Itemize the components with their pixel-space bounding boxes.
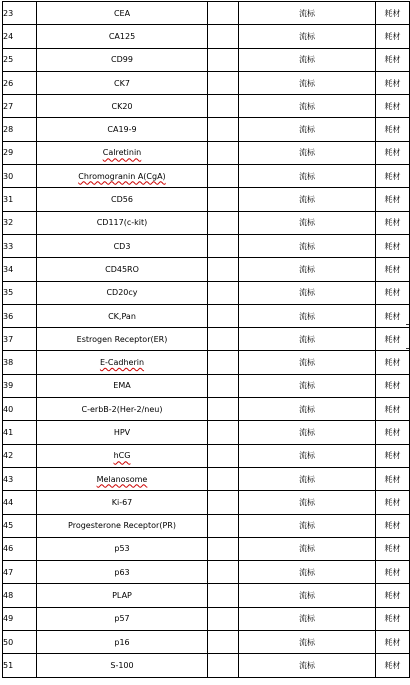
item-type-cell: 耗材 xyxy=(376,118,410,141)
row-number-cell: 27 xyxy=(3,95,37,118)
table-row xyxy=(3,467,410,490)
item-type-cell: 耗材 xyxy=(376,328,410,351)
empty-cell xyxy=(208,351,239,374)
empty-cell xyxy=(208,95,239,118)
row-number-cell: 49 xyxy=(3,607,37,630)
item-type-cell: 耗材 xyxy=(376,48,410,71)
item-name-cell: CK20 xyxy=(37,95,208,118)
row-number-cell: 48 xyxy=(3,584,37,607)
table-row xyxy=(3,631,410,654)
table-row xyxy=(3,188,410,211)
item-type-cell: 耗材 xyxy=(376,584,410,607)
procurement-method-cell: 流标 xyxy=(239,211,376,234)
item-name-cell: CD20cy xyxy=(37,281,208,304)
table-row xyxy=(3,48,410,71)
row-number-cell: 42 xyxy=(3,444,37,467)
item-type-cell: 耗材 xyxy=(376,398,410,421)
row-number-cell: 47 xyxy=(3,561,37,584)
table-row xyxy=(3,374,410,397)
table-row xyxy=(3,421,410,444)
row-number-cell: 44 xyxy=(3,491,37,514)
item-type-cell: 耗材 xyxy=(376,444,410,467)
item-type-cell: 耗材 xyxy=(376,351,410,374)
row-number-cell: 26 xyxy=(3,71,37,94)
empty-cell xyxy=(208,398,239,421)
table-row xyxy=(3,118,410,141)
item-name-cell: HPV xyxy=(37,421,208,444)
item-type-cell: 耗材 xyxy=(376,281,410,304)
item-type-cell: 耗材 xyxy=(376,95,410,118)
item-name-cell xyxy=(37,141,208,164)
item-name-cell xyxy=(37,165,208,188)
item-name-cell: p53 xyxy=(37,537,208,560)
empty-cell xyxy=(208,165,239,188)
procurement-method-cell: 流标 xyxy=(239,328,376,351)
items-table xyxy=(2,1,410,678)
item-type-cell: 耗材 xyxy=(376,71,410,94)
empty-cell xyxy=(208,48,239,71)
empty-cell xyxy=(208,584,239,607)
empty-cell xyxy=(208,444,239,467)
item-name-cell: CA125 xyxy=(37,25,208,48)
table-row xyxy=(3,95,410,118)
item-type-cell: 耗材 xyxy=(376,654,410,677)
row-number-cell: 33 xyxy=(3,234,37,257)
item-name-cell xyxy=(37,444,208,467)
procurement-method-cell: 流标 xyxy=(239,561,376,584)
empty-cell xyxy=(208,258,239,281)
procurement-method-cell: 流标 xyxy=(239,118,376,141)
item-type-cell: 耗材 xyxy=(376,141,410,164)
empty-cell xyxy=(208,374,239,397)
empty-cell xyxy=(208,211,239,234)
item-type-cell: 耗材 xyxy=(376,607,410,630)
table-row xyxy=(3,444,410,467)
procurement-method-cell: 流标 xyxy=(239,258,376,281)
empty-cell xyxy=(208,141,239,164)
item-name-cell: CEA xyxy=(37,2,208,25)
procurement-method-cell: 流标 xyxy=(239,2,376,25)
empty-cell xyxy=(208,304,239,327)
table-row xyxy=(3,304,410,327)
item-name-cell: CD99 xyxy=(37,48,208,71)
row-number-cell: 40 xyxy=(3,398,37,421)
item-name-cell: CD3 xyxy=(37,234,208,257)
empty-cell xyxy=(208,467,239,490)
row-number-cell: 25 xyxy=(3,48,37,71)
table-row xyxy=(3,281,410,304)
row-number-cell: 45 xyxy=(3,514,37,537)
procurement-method-cell: 流标 xyxy=(239,374,376,397)
procurement-method-cell: 流标 xyxy=(239,188,376,211)
table-row xyxy=(3,2,410,25)
items-table-body xyxy=(3,2,410,678)
item-name-cell: CD45RO xyxy=(37,258,208,281)
item-type-cell: 耗材 xyxy=(376,421,410,444)
item-type-cell: 耗材 xyxy=(376,561,410,584)
item-type-cell: 耗材 xyxy=(376,234,410,257)
item-name-cell: S-100 xyxy=(37,654,208,677)
table-row xyxy=(3,654,410,677)
procurement-method-cell: 流标 xyxy=(239,351,376,374)
procurement-method-cell: 流标 xyxy=(239,71,376,94)
empty-cell xyxy=(208,421,239,444)
item-name-cell: p57 xyxy=(37,607,208,630)
empty-cell xyxy=(208,281,239,304)
row-number-cell: 28 xyxy=(3,118,37,141)
item-type-cell: 耗材 xyxy=(376,514,410,537)
procurement-method-cell: 流标 xyxy=(239,444,376,467)
item-name-cell: CD56 xyxy=(37,188,208,211)
table-row xyxy=(3,491,410,514)
table-row xyxy=(3,211,410,234)
spellcheck-underlined-text: Calretinin xyxy=(102,148,142,158)
row-number-cell: 38 xyxy=(3,351,37,374)
table-row xyxy=(3,25,410,48)
table-row xyxy=(3,141,410,164)
row-number-cell: 39 xyxy=(3,374,37,397)
table-row xyxy=(3,165,410,188)
table-row xyxy=(3,514,410,537)
margin-tick-mark xyxy=(406,324,409,325)
item-type-cell: 耗材 xyxy=(376,258,410,281)
row-number-cell: 35 xyxy=(3,281,37,304)
item-type-cell: 耗材 xyxy=(376,188,410,211)
procurement-method-cell: 流标 xyxy=(239,514,376,537)
item-name-cell: Estrogen Receptor(ER) xyxy=(37,328,208,351)
procurement-method-cell: 流标 xyxy=(239,141,376,164)
row-number-cell: 32 xyxy=(3,211,37,234)
empty-cell xyxy=(208,537,239,560)
item-type-cell: 耗材 xyxy=(376,491,410,514)
empty-cell xyxy=(208,2,239,25)
empty-cell xyxy=(208,561,239,584)
procurement-method-cell: 流标 xyxy=(239,607,376,630)
item-name-cell: CA19-9 xyxy=(37,118,208,141)
item-name-cell: C-erbB-2(Her-2/neu) xyxy=(37,398,208,421)
item-type-cell: 耗材 xyxy=(376,25,410,48)
item-type-cell: 耗材 xyxy=(376,467,410,490)
margin-tick-mark xyxy=(406,348,409,349)
item-name-cell: CD117(c-kit) xyxy=(37,211,208,234)
row-number-cell: 31 xyxy=(3,188,37,211)
item-type-cell: 耗材 xyxy=(376,211,410,234)
empty-cell xyxy=(208,328,239,351)
procurement-method-cell: 流标 xyxy=(239,421,376,444)
item-type-cell: 耗材 xyxy=(376,165,410,188)
table-row xyxy=(3,584,410,607)
table-row xyxy=(3,561,410,584)
row-number-cell: 46 xyxy=(3,537,37,560)
item-name-cell xyxy=(37,351,208,374)
row-number-cell: 37 xyxy=(3,328,37,351)
row-number-cell: 30 xyxy=(3,165,37,188)
spellcheck-underlined-text: Melanosome xyxy=(96,474,148,484)
spellcheck-underlined-text: E-Cadherin xyxy=(99,358,145,368)
item-type-cell: 耗材 xyxy=(376,631,410,654)
table-row xyxy=(3,398,410,421)
procurement-method-cell: 流标 xyxy=(239,467,376,490)
empty-cell xyxy=(208,491,239,514)
row-number-cell: 34 xyxy=(3,258,37,281)
empty-cell xyxy=(208,514,239,537)
procurement-method-cell: 流标 xyxy=(239,281,376,304)
procurement-method-cell: 流标 xyxy=(239,584,376,607)
procurement-method-cell: 流标 xyxy=(239,234,376,257)
item-name-cell: CK7 xyxy=(37,71,208,94)
row-number-cell: 36 xyxy=(3,304,37,327)
table-row xyxy=(3,537,410,560)
item-name-cell xyxy=(37,467,208,490)
row-number-cell: 24 xyxy=(3,25,37,48)
spellcheck-underlined-text: hCG xyxy=(113,451,131,461)
item-name-cell: EMA xyxy=(37,374,208,397)
spellcheck-underlined-text: Chromogranin A(CgA) xyxy=(78,171,166,181)
row-number-cell: 43 xyxy=(3,467,37,490)
procurement-method-cell: 流标 xyxy=(239,654,376,677)
item-type-cell: 耗材 xyxy=(376,2,410,25)
item-name-cell: CK,Pan xyxy=(37,304,208,327)
item-name-cell: PLAP xyxy=(37,584,208,607)
empty-cell xyxy=(208,188,239,211)
procurement-method-cell: 流标 xyxy=(239,304,376,327)
table-row xyxy=(3,351,410,374)
empty-cell xyxy=(208,654,239,677)
row-number-cell: 29 xyxy=(3,141,37,164)
item-type-cell: 耗材 xyxy=(376,537,410,560)
item-type-cell: 耗材 xyxy=(376,304,410,327)
procurement-method-cell: 流标 xyxy=(239,25,376,48)
empty-cell xyxy=(208,234,239,257)
procurement-method-cell: 流标 xyxy=(239,165,376,188)
item-name-cell: p16 xyxy=(37,631,208,654)
row-number-cell: 50 xyxy=(3,631,37,654)
item-type-cell: 耗材 xyxy=(376,374,410,397)
empty-cell xyxy=(208,607,239,630)
item-name-cell: Progesterone Receptor(PR) xyxy=(37,514,208,537)
procurement-method-cell: 流标 xyxy=(239,48,376,71)
procurement-method-cell: 流标 xyxy=(239,537,376,560)
row-number-cell: 23 xyxy=(3,2,37,25)
table-row xyxy=(3,328,410,351)
procurement-method-cell: 流标 xyxy=(239,491,376,514)
empty-cell xyxy=(208,118,239,141)
procurement-method-cell: 流标 xyxy=(239,95,376,118)
item-name-cell: Ki-67 xyxy=(37,491,208,514)
table-row xyxy=(3,607,410,630)
table-row xyxy=(3,71,410,94)
empty-cell xyxy=(208,25,239,48)
table-row xyxy=(3,234,410,257)
procurement-method-cell: 流标 xyxy=(239,631,376,654)
empty-cell xyxy=(208,71,239,94)
row-number-cell: 41 xyxy=(3,421,37,444)
row-number-cell: 51 xyxy=(3,654,37,677)
table-row xyxy=(3,258,410,281)
procurement-method-cell: 流标 xyxy=(239,398,376,421)
item-name-cell: p63 xyxy=(37,561,208,584)
empty-cell xyxy=(208,631,239,654)
